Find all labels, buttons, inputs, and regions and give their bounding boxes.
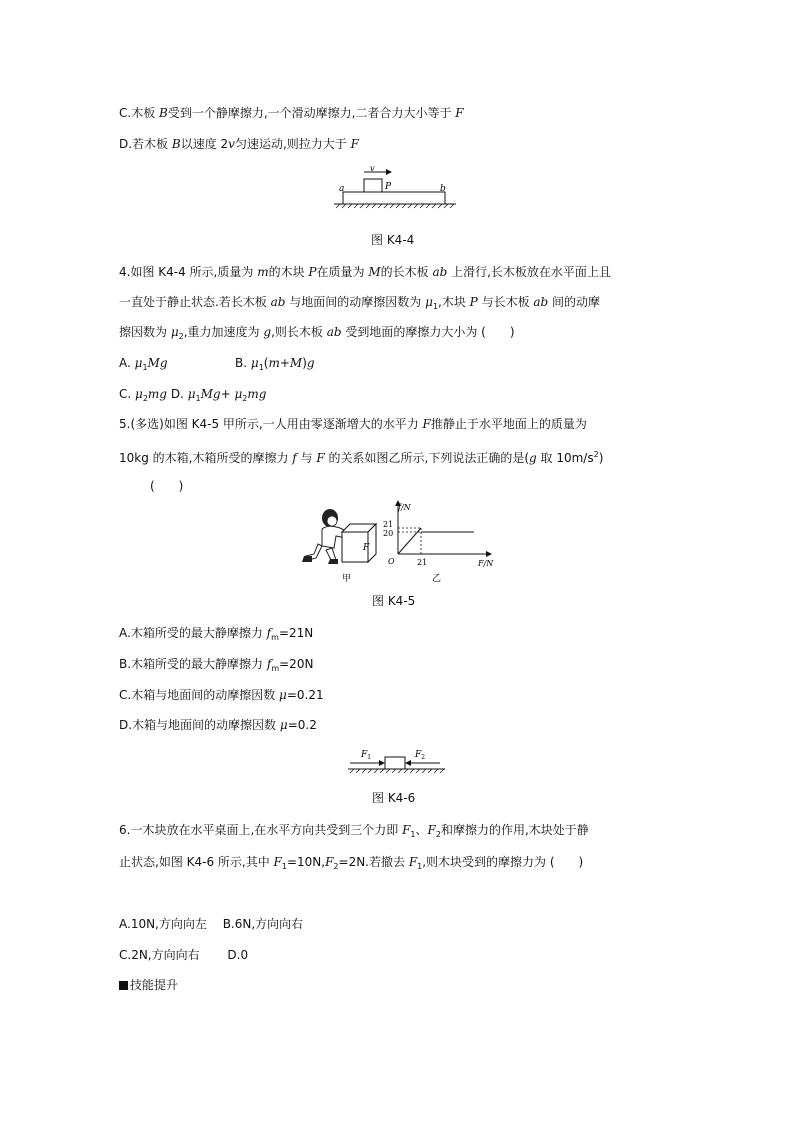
- section-label: 技能提升: [130, 978, 179, 992]
- q3-option-d: [119, 136, 359, 152]
- text: +: [220, 387, 235, 401]
- caption-k4-6: 图 K4-6: [372, 791, 416, 805]
- sub: 1: [432, 302, 439, 311]
- text: (: [263, 356, 269, 370]
- text: B.木箱所受的最大静摩擦力: [119, 657, 267, 671]
- text: C.木箱与地面间的动摩擦因数: [119, 688, 280, 702]
- origin-label: O: [388, 557, 395, 566]
- q4-option-b: [235, 355, 315, 376]
- var: m+M: [268, 356, 303, 370]
- label-v: v: [370, 166, 375, 173]
- text: 和摩擦力的作用,木块处于静: [440, 823, 589, 837]
- var: mg: [147, 387, 167, 401]
- text: A.: [119, 356, 135, 370]
- var: μ: [234, 387, 243, 401]
- sub: 2: [178, 332, 184, 341]
- figure-k4-5: [296, 496, 496, 588]
- sub: 1: [258, 363, 264, 372]
- var: μ: [279, 718, 288, 732]
- var: Mg: [200, 387, 221, 401]
- text: ): [302, 356, 307, 370]
- sub: 1: [410, 830, 416, 839]
- figure-k4-4: [330, 166, 465, 216]
- var: F: [427, 823, 436, 837]
- q5-option-a: [119, 625, 313, 646]
- text: D.木箱与地面间的动摩擦因数: [119, 718, 280, 732]
- text: C.木板: [119, 106, 160, 120]
- q4-line3: [119, 324, 515, 345]
- text: =2N.若撤去: [338, 855, 409, 869]
- person-pushing-figure: [302, 509, 348, 564]
- text: 与: [296, 451, 317, 465]
- arrow-head: [386, 169, 392, 175]
- figure-k4-6: [345, 746, 450, 778]
- text: 在质量为: [316, 265, 369, 279]
- q6-options-ab: A.10N,方向向左 B.6N,方向向右: [119, 917, 304, 931]
- text: ,则长木板: [271, 325, 327, 339]
- block-p: [364, 179, 382, 192]
- var: mg: [247, 387, 267, 401]
- q5-option-d: [119, 717, 317, 733]
- text: A.木箱所受的最大静摩擦力: [119, 626, 267, 640]
- label-f1: $F_1$: [361, 750, 372, 761]
- text: 的木块: [268, 265, 309, 279]
- var: f: [266, 657, 272, 671]
- f1-arrow-head: [379, 760, 385, 766]
- var: f: [266, 626, 272, 640]
- board-ab: [343, 192, 445, 204]
- var: v: [228, 137, 235, 151]
- var: F: [325, 855, 334, 869]
- sub: 2: [142, 394, 148, 403]
- label-jia: 甲: [342, 574, 352, 584]
- q6-line1: [119, 822, 589, 843]
- var: g: [306, 356, 315, 370]
- caption-k4-4: 图 K4-4: [371, 233, 415, 247]
- q4-options-cd: [119, 386, 266, 407]
- label-a: a: [339, 184, 345, 194]
- q6-line2: [119, 854, 583, 875]
- var: μ: [250, 356, 259, 370]
- text: 以速度 2: [180, 137, 229, 151]
- text: 与地面间的动摩擦因数为: [285, 295, 426, 309]
- tick-y-21: 21: [383, 520, 394, 529]
- rising-line: [398, 528, 421, 554]
- var: μ: [279, 688, 287, 702]
- text: 4.如图 K4-4 所示,质量为: [119, 265, 258, 279]
- var: ab: [533, 295, 549, 309]
- text: 止状态,如图 K4-6 所示,其中: [119, 855, 274, 869]
- f2-arrow-head: [405, 760, 411, 766]
- var: F: [402, 823, 411, 837]
- var: μ: [135, 387, 143, 401]
- wooden-box: [342, 524, 376, 562]
- sub: 2: [333, 862, 339, 871]
- sub: 1: [281, 862, 287, 871]
- text: C.: [119, 387, 136, 401]
- var: P: [308, 265, 317, 279]
- text: ,则木块受到的摩擦力为 ( ): [422, 855, 584, 869]
- var: F: [316, 451, 325, 465]
- q5-line2: [119, 447, 603, 466]
- sub: 1: [417, 862, 423, 871]
- text: 受到一个静摩擦力,一个滑动摩擦力,二者合力大小等于: [167, 106, 456, 120]
- text: =10N,: [286, 855, 326, 869]
- text: 推静止于水平地面上的质量为: [430, 417, 587, 431]
- label-b: b: [440, 184, 446, 194]
- label-p: P: [385, 182, 392, 192]
- var: g: [263, 325, 272, 339]
- label-yi: 乙: [432, 574, 442, 584]
- q3-option-c: [119, 105, 464, 121]
- q5-option-c: [119, 687, 324, 703]
- text: 的关系如图乙所示,下列说法正确的是(: [324, 451, 530, 465]
- var: F: [408, 855, 418, 869]
- text: ,木块: [438, 295, 470, 309]
- q4-line1: [119, 264, 611, 280]
- block: [385, 757, 405, 769]
- text: ): [598, 451, 604, 465]
- var: μ: [134, 356, 143, 370]
- sub: m: [271, 633, 279, 642]
- sub: 1: [142, 363, 148, 372]
- var: ab: [326, 325, 342, 339]
- var: P: [469, 295, 478, 309]
- text: 擦因数为: [119, 325, 171, 339]
- text: 10kg 的木箱,木箱所受的摩擦力: [119, 451, 293, 465]
- text: B.: [235, 356, 251, 370]
- var: F: [350, 137, 359, 151]
- sub: 2: [242, 394, 248, 403]
- text: D.: [170, 387, 188, 401]
- sup: 2: [593, 450, 599, 459]
- var: m: [257, 265, 269, 279]
- var: F: [455, 106, 464, 120]
- text: 、: [415, 823, 428, 837]
- text: =0.2: [287, 718, 317, 732]
- sub: m: [271, 664, 280, 673]
- var: μ: [425, 295, 433, 309]
- var: F: [273, 855, 282, 869]
- var: M: [368, 265, 381, 279]
- caption-k4-5: 图 K4-5: [372, 594, 416, 608]
- x-axis-arrow: [486, 551, 492, 557]
- text: 与长木板: [477, 295, 534, 309]
- text: 上滑行,长木板放在水平面上且: [447, 265, 611, 279]
- q4-line2: [119, 294, 600, 315]
- var: μ: [187, 387, 196, 401]
- x-axis-label: F/N: [478, 559, 494, 568]
- var: ab: [432, 265, 448, 279]
- section-heading: [119, 977, 178, 993]
- var: B: [171, 137, 181, 151]
- square-bullet-icon: [119, 981, 128, 990]
- q6-options-cd: C.2N,方向向右 D.0: [119, 948, 249, 962]
- text: 5.(多选)如图 K4-5 甲所示,一人用由零逐渐增大的水平力: [119, 417, 423, 431]
- text: ,重力加速度为: [183, 325, 264, 339]
- label-f2: $F_2$: [415, 750, 426, 761]
- text: 的长木板: [380, 265, 433, 279]
- q5-line1: [119, 416, 587, 432]
- text: 受到地面的摩擦力大小为 ( ): [341, 325, 515, 339]
- q5-option-b: [119, 656, 313, 677]
- text: =21N: [278, 626, 314, 640]
- box-label-f: F: [363, 543, 370, 553]
- text: =0.21: [286, 688, 324, 702]
- sub: 2: [435, 830, 441, 839]
- tick-x-21: 21: [417, 558, 428, 567]
- text: D.若木板: [119, 137, 172, 151]
- var: μ: [170, 325, 179, 339]
- var: F: [422, 417, 431, 431]
- q4-option-a: [119, 355, 168, 376]
- text: 一直处于静止状态.若长木板: [119, 295, 271, 309]
- sub: 1: [195, 394, 201, 403]
- tick-y-20: 20: [383, 529, 394, 538]
- table-hatch: [350, 769, 444, 773]
- var: ab: [270, 295, 286, 309]
- var: B: [159, 106, 168, 120]
- text: 匀速运动,则拉力大于: [234, 137, 351, 151]
- q5-answer-bracket: ( ): [150, 479, 184, 493]
- text: 6.一木块放在水平桌面上,在水平方向共受到三个力即: [119, 823, 403, 837]
- y-axis-label: f/N: [398, 503, 411, 512]
- ground-hatch: [336, 204, 454, 208]
- var: Mg: [147, 356, 168, 370]
- var: f: [292, 451, 297, 465]
- var: g: [529, 451, 537, 465]
- text: 间的动摩: [548, 295, 601, 309]
- text: =20N: [279, 657, 314, 671]
- text: 取 10m/s: [536, 451, 594, 465]
